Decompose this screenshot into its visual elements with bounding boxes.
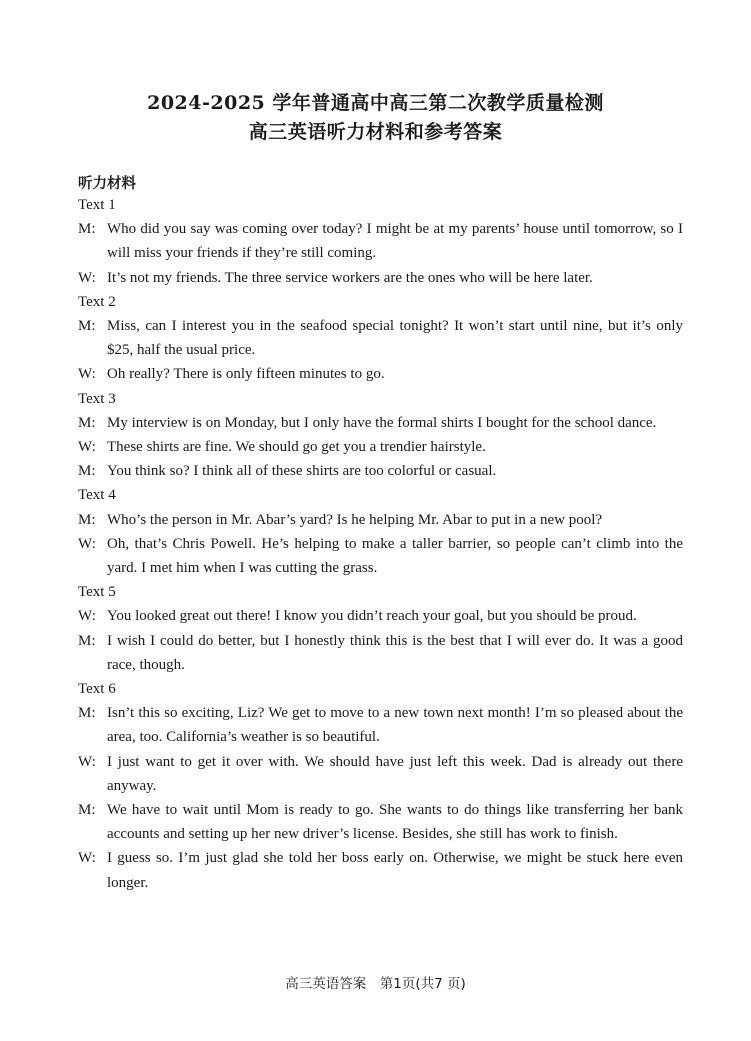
- dialogue-line: [78, 604, 683, 628]
- text-label: Text 2: [78, 293, 116, 310]
- page-footer: 高三英语答案 第1页(共7 页): [285, 976, 466, 992]
- speaker-label: M:: [78, 705, 96, 722]
- speaker-label: W:: [78, 608, 96, 625]
- speaker-label: W:: [78, 438, 96, 455]
- speaker-label: M:: [78, 221, 96, 238]
- dialogue-text: Oh really? There is only fifteen minutes to go.: [107, 366, 385, 383]
- dialogue-line: [78, 508, 683, 532]
- speaker-label: W:: [78, 753, 96, 770]
- dialogue-text: Oh, that’s Chris Powell. He’s helping to make a taller barrier, so people can’t climb into the yard. I met him when I was cutting the grass.: [107, 535, 683, 576]
- dialogue-text: Who’s the person in Mr. Abar’s yard? Is he helping Mr. Abar to put in a new pool?: [107, 511, 603, 528]
- speaker-label: W:: [78, 366, 96, 383]
- exam-title: 2024-2025 学年普通高中高三第二次教学质量检测: [147, 92, 604, 114]
- speaker-label: M:: [78, 317, 96, 334]
- dialogue-line: [78, 846, 683, 894]
- transcript-body: [78, 193, 683, 895]
- dialogue-line: [78, 314, 683, 362]
- dialogue-text: These shirts are fine. We should go get you a trendier hairstyle.: [107, 438, 486, 455]
- dialogue-line: [78, 701, 683, 749]
- dialogue-line: [78, 362, 683, 386]
- text-label: Text 5: [78, 584, 116, 601]
- dialogue-text: I wish I could do better, but I honestly think this is the best that I will ever do. It was a good race, though.: [107, 632, 683, 673]
- dialogue-text: I guess so. I’m just glad she told her boss early on. Otherwise, we might be stuck here even longer.: [107, 850, 683, 891]
- dialogue-line: [78, 629, 683, 677]
- dialogue-text: I just want to get it over with. We should have just left this week. Dad is already out there anyway.: [107, 753, 683, 794]
- speaker-label: M:: [78, 632, 96, 649]
- text-label: Text 4: [78, 487, 116, 504]
- dialogue-text: Miss, can I interest you in the seafood special tonight? It won’t start until nine, but it’s only $25, half the usual price.: [107, 317, 683, 359]
- text-label: Text 6: [78, 680, 116, 697]
- dialogue-line: [78, 266, 683, 290]
- dialogue-text: You think so? I think all of these shirts are too colorful or casual.: [107, 463, 497, 480]
- dialogue-line: [78, 435, 683, 459]
- dialogue-text: Isn’t this so exciting, Liz? We get to move to a new town next month! I’m so pleased about the area, too. California’s weather is so beautiful.: [107, 705, 683, 746]
- speaker-label: W:: [78, 535, 96, 552]
- dialogue-text: We have to wait until Mom is ready to go. She wants to do things like transferring her bank accounts and setting up her new driver’s license. Besides, she still has work to finish.: [107, 801, 683, 843]
- dialogue-text: My interview is on Monday, but I only have the formal shirts I bought for the school dance.: [107, 414, 657, 431]
- dialogue-text: Who did you say was coming over today? I might be at my parents’ house until tomorrow, so I will miss your friends if they’re still coming.: [107, 221, 683, 262]
- dialogue-text: It’s not my friends. The three service workers are the ones who will be here later.: [107, 269, 593, 286]
- dialogue-line: [78, 459, 683, 483]
- speaker-label: M:: [78, 463, 96, 480]
- speaker-label: M:: [78, 801, 96, 818]
- text-label: Text 3: [78, 390, 116, 407]
- dialogue-line: [78, 411, 683, 435]
- speaker-label: W:: [78, 269, 96, 286]
- document-subtitle: 高三英语听力材料和参考答案: [248, 121, 503, 143]
- dialogue-text: You looked great out there! I know you didn’t reach your goal, but you should be proud.: [107, 608, 637, 625]
- dialogue-line: [78, 750, 683, 798]
- dialogue-line: [78, 532, 683, 580]
- speaker-label: M:: [78, 511, 96, 528]
- text-label: Text 1: [78, 197, 116, 213]
- dialogue-line: [78, 798, 683, 846]
- section-heading: 听力材料: [78, 176, 136, 192]
- speaker-label: W:: [78, 850, 96, 867]
- speaker-label: M:: [78, 414, 96, 431]
- dialogue-line: [78, 217, 683, 265]
